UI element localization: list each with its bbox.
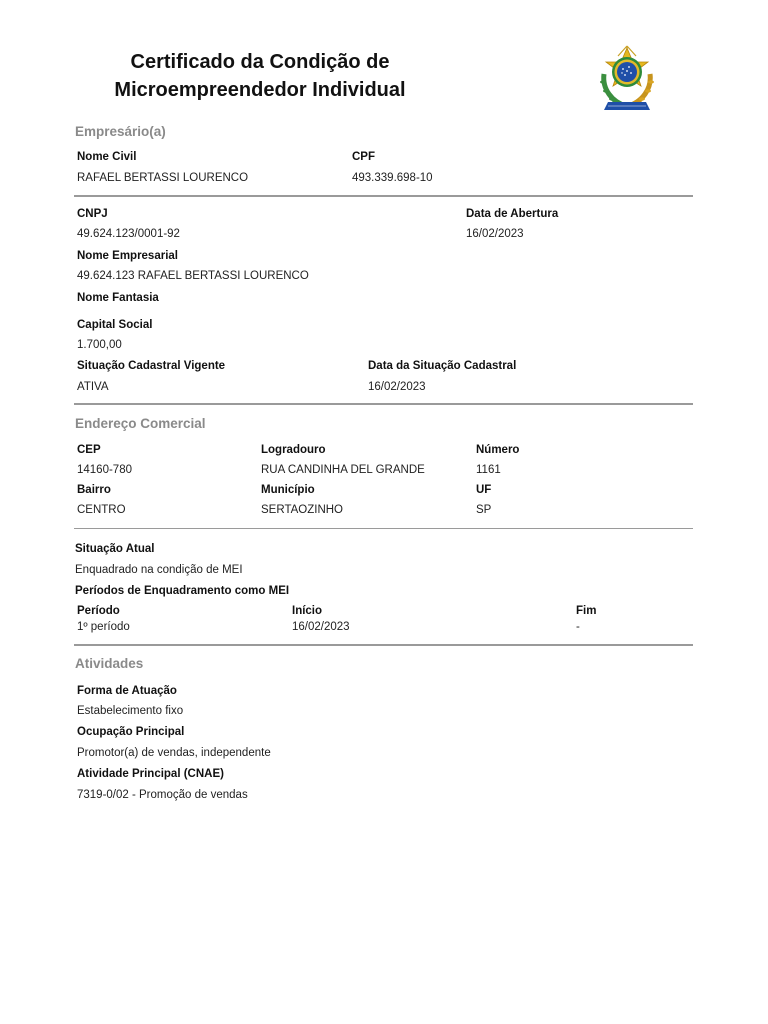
capital-social-value: 1.700,00 <box>77 339 122 351</box>
data-situacao-value: 16/02/2023 <box>368 381 426 393</box>
atividade-principal-label: Atividade Principal (CNAE) <box>77 768 224 780</box>
data-abertura-label: Data de Abertura <box>466 208 559 220</box>
logradouro-value: RUA CANDINHA DEL GRANDE <box>261 464 425 476</box>
periodos-enquadramento-label: Períodos de Enquadramento como MEI <box>75 585 290 597</box>
section-empresario-title: Empresário(a) <box>75 124 166 139</box>
periodo-header: Período <box>77 605 120 617</box>
fim-cell: - <box>576 621 580 633</box>
cpf-label: CPF <box>352 151 375 163</box>
situacao-cadastral-value: ATIVA <box>77 381 109 393</box>
nome-fantasia-label: Nome Fantasia <box>77 292 159 304</box>
situacao-atual-label: Situação Atual <box>75 543 155 555</box>
situacao-atual-value: Enquadrado na condição de MEI <box>75 564 243 576</box>
periodo-cell: 1º período <box>77 621 130 633</box>
uf-value: SP <box>476 504 492 516</box>
bairro-value: CENTRO <box>77 504 126 516</box>
page-title-line2: Microempreendedor Individual <box>114 79 406 101</box>
atividade-principal-value: 7319-0/02 - Promoção de vendas <box>77 789 248 801</box>
forma-atuacao-value: Estabelecimento fixo <box>77 705 184 717</box>
divider <box>74 195 693 197</box>
data-abertura-value: 16/02/2023 <box>466 228 524 240</box>
municipio-label: Município <box>261 484 315 496</box>
nome-civil-value: RAFAEL BERTASSI LOURENCO <box>77 172 249 184</box>
divider <box>74 528 693 529</box>
cnpj-value: 49.624.123/0001-92 <box>77 228 180 240</box>
section-atividades-title: Atividades <box>75 656 144 671</box>
cep-value: 14160-780 <box>77 464 132 476</box>
situacao-cadastral-label: Situação Cadastral Vigente <box>77 360 226 372</box>
uf-label: UF <box>476 484 492 496</box>
ocupacao-principal-value: Promotor(a) de vendas, independente <box>77 747 271 759</box>
cnpj-label: CNPJ <box>77 208 108 220</box>
forma-atuacao-label: Forma de Atuação <box>77 685 177 697</box>
ocupacao-principal-label: Ocupação Principal <box>77 726 185 738</box>
section-endereco-title: Endereço Comercial <box>75 416 206 431</box>
numero-label: Número <box>476 444 520 456</box>
nome-civil-label: Nome Civil <box>77 151 137 163</box>
brazil-coat-of-arms-icon <box>594 44 660 116</box>
divider <box>74 403 693 405</box>
inicio-header: Início <box>292 605 323 617</box>
page-title-line1: Certificado da Condição de <box>130 51 390 73</box>
municipio-value: SERTAOZINHO <box>261 504 343 516</box>
logradouro-label: Logradouro <box>261 444 326 456</box>
cpf-value: 493.339.698-10 <box>352 172 433 184</box>
inicio-cell: 16/02/2023 <box>292 621 350 633</box>
cep-label: CEP <box>77 444 101 456</box>
numero-value: 1161 <box>476 464 501 476</box>
page-title <box>0 48 520 104</box>
data-situacao-label: Data da Situação Cadastral <box>368 360 517 372</box>
capital-social-label: Capital Social <box>77 319 153 331</box>
fim-header: Fim <box>576 605 597 617</box>
nome-empresarial-value: 49.624.123 RAFAEL BERTASSI LOURENCO <box>77 270 309 282</box>
divider <box>74 644 693 646</box>
bairro-label: Bairro <box>77 484 111 496</box>
nome-empresarial-label: Nome Empresarial <box>77 250 178 262</box>
